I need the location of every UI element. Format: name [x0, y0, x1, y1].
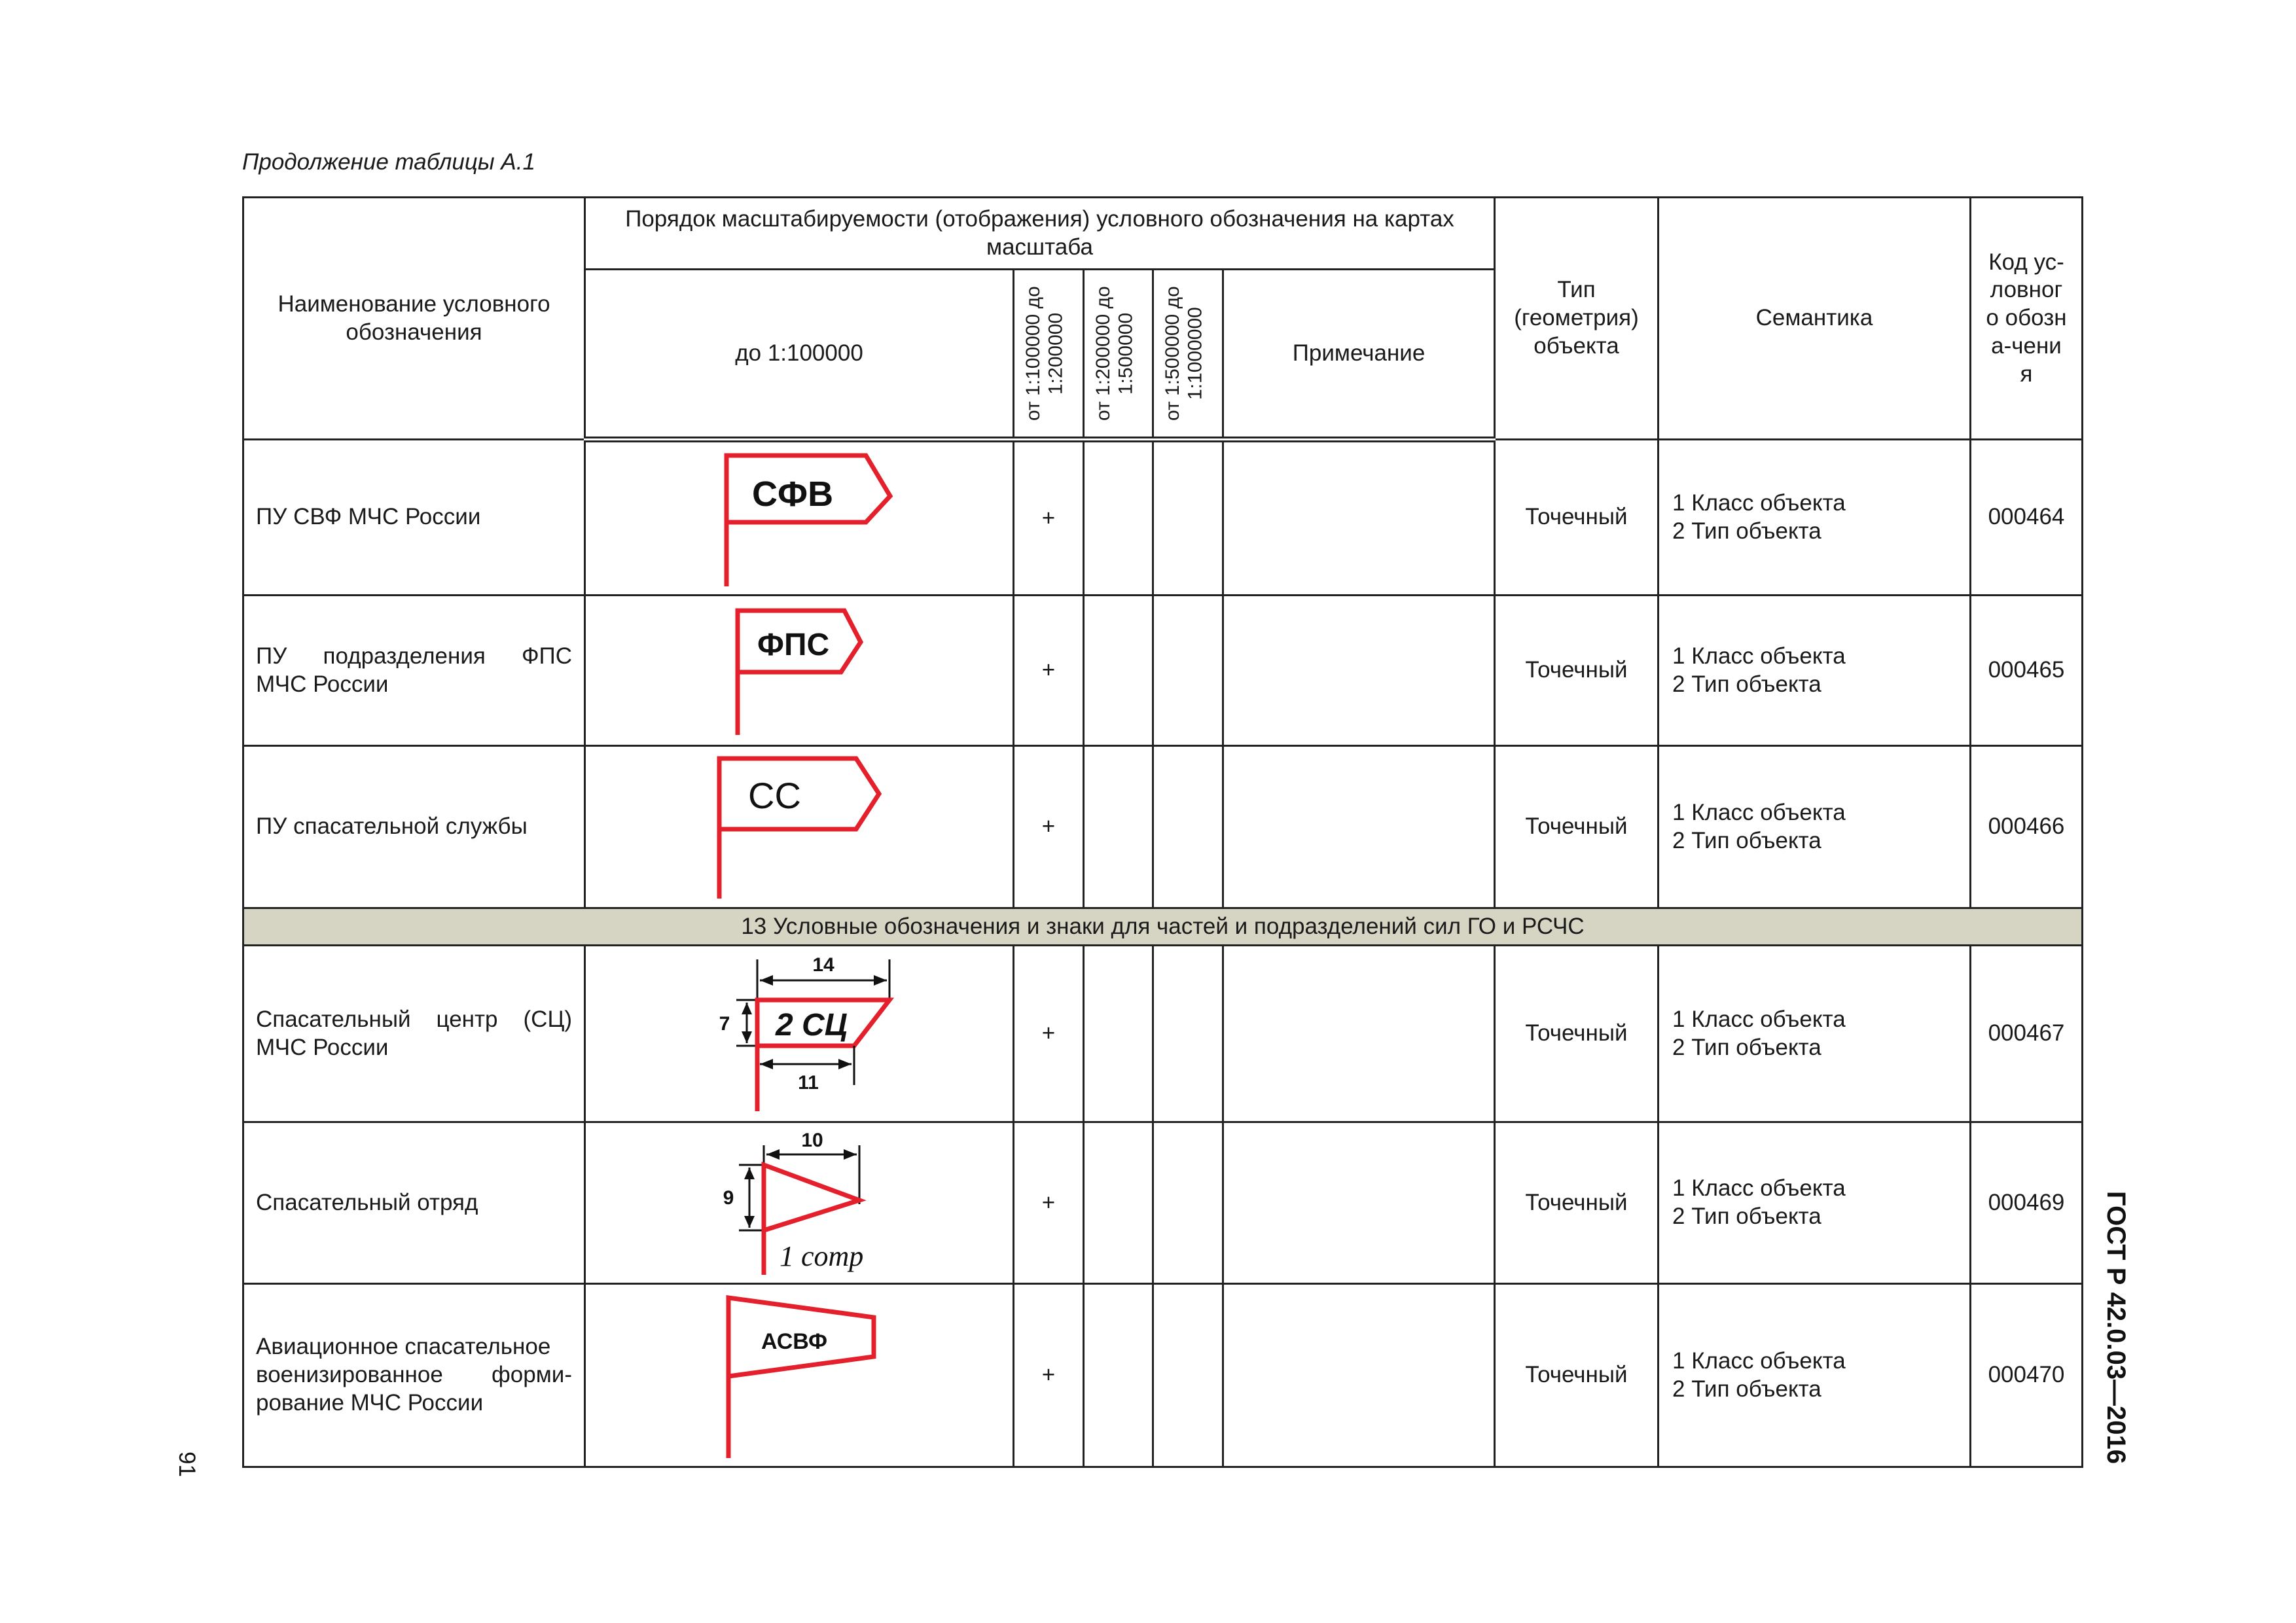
semantics: 1 Класс объекта 2 Тип объекта	[1659, 946, 1971, 1122]
symbol-label: 2 СЦ	[776, 1008, 848, 1043]
symbols-table	[242, 196, 2083, 1468]
scale-mark: +	[1014, 946, 1084, 1122]
object-code: 000467	[1971, 946, 2083, 1122]
table-row	[243, 946, 2083, 1122]
table-row	[243, 440, 2083, 596]
flag-symbol	[586, 1285, 1014, 1467]
object-code: 000465	[1971, 596, 2083, 746]
header-scale-1: до 1:100000	[585, 270, 1014, 440]
symbol-cell	[585, 946, 1014, 1122]
symbol-label: СС	[748, 775, 801, 816]
semantics: 1 Класс объекта 2 Тип объекта	[1659, 596, 1971, 746]
row-name: ПУ спасательной службы	[243, 746, 585, 908]
standard-title: ГОСТ Р 42.0.03—2016	[2102, 1191, 2130, 1464]
symbol-cell	[585, 1284, 1014, 1467]
symbol-cell	[585, 746, 1014, 908]
object-type: Точечный	[1495, 596, 1659, 746]
dimension-label: 14	[812, 954, 834, 976]
flag-symbol	[586, 442, 1014, 596]
scale-mark: +	[1014, 1284, 1084, 1467]
pennant-symbol-dimensioned	[586, 1123, 1014, 1284]
scale-mark: +	[1014, 440, 1084, 596]
flag-symbol-dimensioned	[586, 946, 1014, 1122]
dimension-label: 11	[798, 1072, 819, 1094]
header-scaling-group: Порядок масштабируемости (отображения) условного обозначения на картах масштаба	[585, 198, 1495, 270]
scale-mark: +	[1014, 746, 1084, 908]
symbol-label: СФВ	[752, 474, 834, 514]
flag-symbol	[586, 747, 1014, 908]
header-scale-4: от 1:500000 до 1:1000000	[1153, 270, 1223, 440]
semantics: 1 Класс объекта 2 Тип объекта	[1659, 1284, 1971, 1467]
semantics: 1 Класс объекта 2 Тип объекта	[1659, 746, 1971, 908]
page-number: 91	[174, 1452, 200, 1477]
table-caption: Продолжение таблицы А.1	[242, 149, 535, 175]
symbol-cell	[585, 440, 1014, 596]
dimension-label: 10	[801, 1130, 823, 1151]
table-row	[243, 596, 2083, 746]
row-name: ПУ подразделения ФПС МЧС России	[243, 596, 585, 746]
object-code: 000470	[1971, 1284, 2083, 1467]
scale-mark: +	[1014, 596, 1084, 746]
symbol-label: 1 cотр	[780, 1240, 864, 1272]
row-name: Спасательный центр (СЦ) МЧС России	[243, 946, 585, 1122]
row-name: Спасательный отряд	[243, 1122, 585, 1284]
header-semantics: Семантика	[1659, 198, 1971, 440]
header-scale-3: от 1:200000 до 1:500000	[1084, 270, 1153, 440]
symbol-cell	[585, 1122, 1014, 1284]
semantics: 1 Класс объекта 2 Тип объекта	[1659, 1122, 1971, 1284]
symbol-cell	[585, 596, 1014, 746]
scale-mark: +	[1014, 1122, 1084, 1284]
semantics: 1 Класс объекта 2 Тип объекта	[1659, 440, 1971, 596]
symbol-label: АСВФ	[761, 1329, 827, 1354]
object-type: Точечный	[1495, 1122, 1659, 1284]
header-type: Тип (геометрия) объекта	[1495, 198, 1659, 440]
symbol-label: ФПС	[757, 628, 830, 662]
object-type: Точечный	[1495, 440, 1659, 596]
table-row	[243, 1284, 2083, 1467]
header-note: Примечание	[1223, 270, 1495, 440]
header-scale-2: от 1:100000 до 1:200000	[1014, 270, 1084, 440]
table-row	[243, 1122, 2083, 1284]
flag-symbol	[586, 596, 1014, 746]
section-heading: 13 Условные обозначения и знаки для частей и подразделений сил ГО и РСЧС	[243, 908, 2083, 946]
row-name: Авиационное спасательное военизированное форми- рование МЧС России	[243, 1284, 585, 1467]
object-type: Точечный	[1495, 1284, 1659, 1467]
object-code: 000464	[1971, 440, 2083, 596]
header-code: Код ус-ловного обозна-чения	[1971, 198, 2083, 440]
row-name: ПУ СВФ МЧС России	[243, 440, 585, 596]
header-name: Наименование условного обозначения	[243, 198, 585, 440]
object-type: Точечный	[1495, 746, 1659, 908]
object-code: 000469	[1971, 1122, 2083, 1284]
table-row	[243, 746, 2083, 908]
dimension-label: 7	[719, 1013, 730, 1035]
dimension-label: 9	[723, 1187, 734, 1209]
object-type: Точечный	[1495, 946, 1659, 1122]
object-code: 000466	[1971, 746, 2083, 908]
